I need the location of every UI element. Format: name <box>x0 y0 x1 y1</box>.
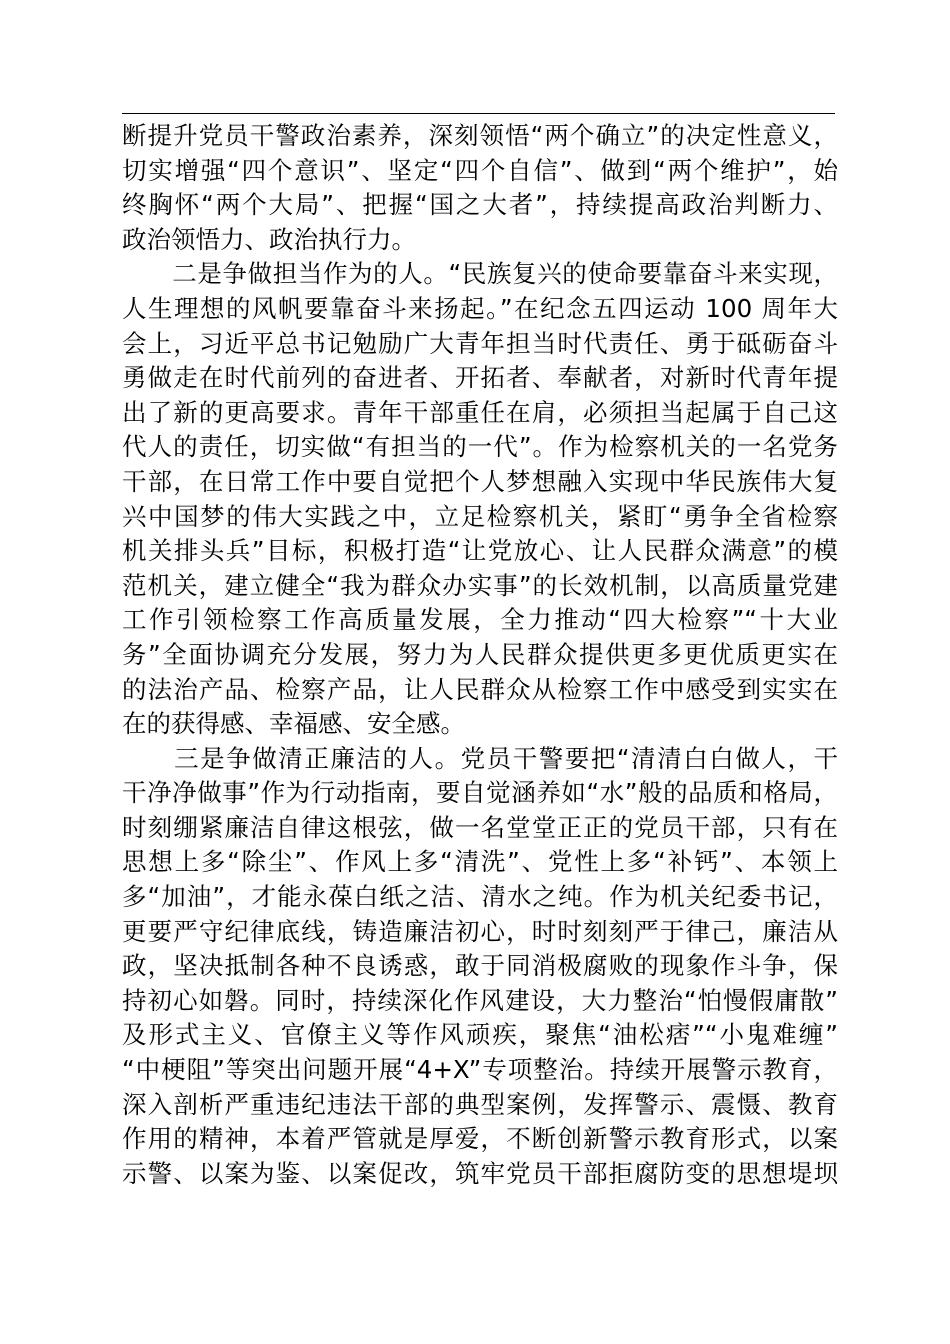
text-line: 的法治产品、检察产品，让人民群众从检察工作中感受到实实在 <box>122 674 838 704</box>
header-rule <box>122 113 835 114</box>
text-line: 断提升党员干警政治素养，深刻领悟“两个确立”的决定性意义， <box>122 121 838 150</box>
text-line: 示警、以案为鉴、以案促改，筑牢党员干部拒腐防变的思想堤坝 <box>122 1158 838 1188</box>
text-line: 时刻绷紧廉洁自律这根弦，做一名堂堂正正的党员干部，只有在 <box>122 812 838 842</box>
paragraph-2-start: 二是争做担当作为的人。“民族复兴的使命要靠奋斗来实现， <box>122 259 838 289</box>
text-line: 切实增强“四个意识”、坚定“四个自信”、做到“两个维护”，始 <box>122 155 838 185</box>
text-line: 范机关，建立健全“我为群众办实事”的长效机制，以高质量党建 <box>122 570 838 600</box>
text-line: 多“加油”，才能永葆白纸之洁、清水之纯。作为机关纪委书记， <box>122 882 838 912</box>
text-line: 终胸怀“两个大局”、把握“国之大者”，持续提高政治判断力、 <box>122 190 838 220</box>
text-line: 代人的责任，切实做“有担当的一代”。作为检察机关的一名党务 <box>122 432 838 462</box>
text-line: 在的获得感、幸福感、安全感。 <box>122 709 465 739</box>
text-line: 出了新的更高要求。青年干部重任在肩，必须担当起属于自己这 <box>122 397 838 427</box>
text-line: 政治领悟力、政治执行力。 <box>122 224 416 254</box>
text-line: 会上，习近平总书记勉励广大青年担当时代责任、勇于砥砺奋斗 <box>122 328 838 358</box>
text-line: 干净净做事”作为行动指南，要自觉涵养如“水”般的品质和格局， <box>122 778 838 808</box>
text-line: 人生理想的风帆要靠奋斗来扬起。”在纪念五四运动 100 周年大 <box>122 293 838 323</box>
text-line: 务”全面协调充分发展，努力为人民群众提供更多更优质更实在 <box>122 639 838 669</box>
paragraph-3-start: 三是争做清正廉洁的人。党员干警要把“清清白白做人，干 <box>122 743 838 773</box>
text-line: 更要严守纪律底线，铸造廉洁初心，时时刻刻严于律己，廉洁从 <box>122 916 838 946</box>
text-line: 思想上多“除尘”、作风上多“清洗”、党性上多“补钙”、本领上 <box>122 847 838 877</box>
text-line: 机关排头兵”目标，积极打造“让党放心、让人民群众满意”的模 <box>122 536 838 566</box>
text-line: 政，坚决抵制各种不良诱惑，敢于同消极腐败的现象作斗争，保 <box>122 951 838 981</box>
body-text <box>122 119 838 1191</box>
text-line: 深入剖析严重违纪违法干部的典型案例，发挥警示、震慑、教育 <box>122 1089 838 1119</box>
text-line: 兴中国梦的伟大实践之中，立足检察机关，紧盯“勇争全省检察 <box>122 501 838 531</box>
text-line: 及形式主义、官僚主义等作风顽疾，聚焦“油松痞”“小鬼难缠” <box>122 1020 838 1050</box>
text-line: 勇做走在时代前列的奋进者、开拓者、奉献者，对新时代青年提 <box>122 363 838 393</box>
text-line: 作用的精神，本着严管就是厚爱，不断创新警示教育形式，以案 <box>122 1124 838 1154</box>
text-line: 干部，在日常工作中要自觉把个人梦想融入实现中华民族伟大复 <box>122 466 838 496</box>
text-line: 持初心如磐。同时，持续深化作风建设，大力整治“怕慢假庸散” <box>122 985 838 1015</box>
text-line: “中梗阻”等突出问题开展“4+X”专项整治。持续开展警示教育， <box>122 1055 838 1085</box>
text-line: 工作引领检察工作高质量发展，全力推动“四大检察”“十大业 <box>122 605 838 635</box>
